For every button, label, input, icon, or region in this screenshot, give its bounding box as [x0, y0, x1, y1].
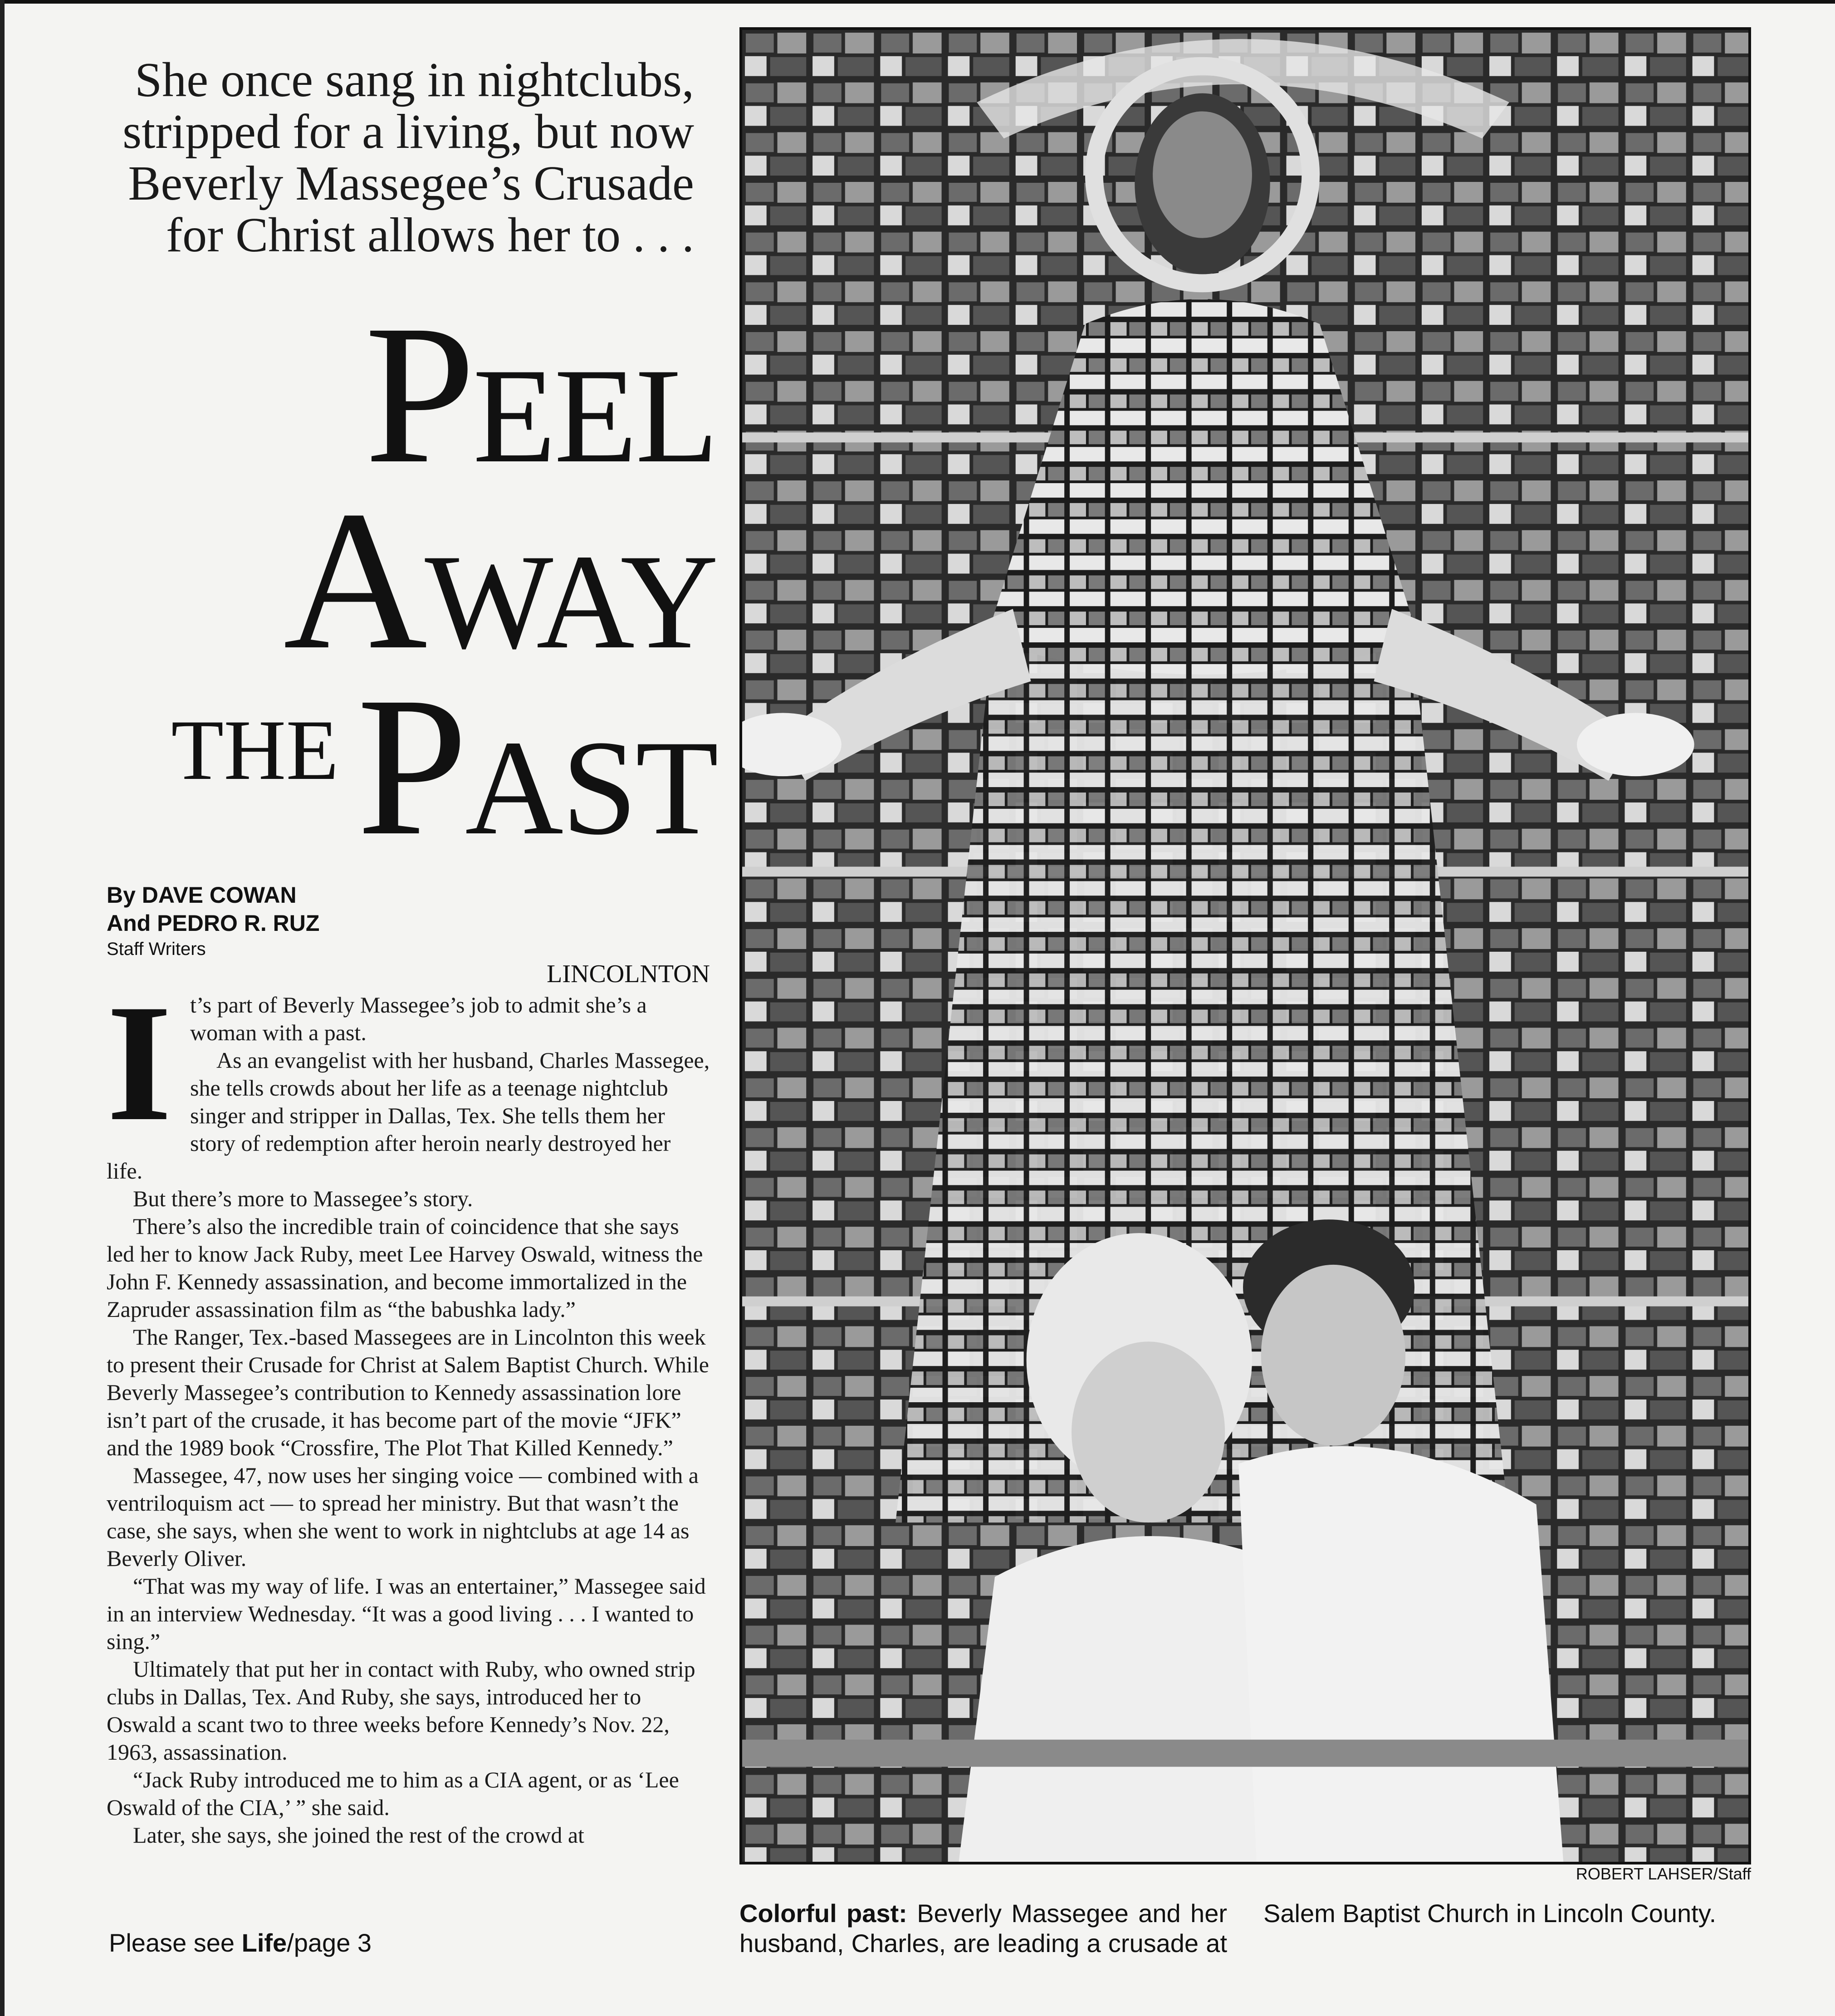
deck-line: Beverly Massegee’s Crusade [128, 157, 694, 210]
photo-credit: ROBERT LAHSER/Staff [1576, 1864, 1751, 1883]
article-paragraph: Ultimately that put her in contact with Ruby, who owned strip clubs in Dallas, Tex. And Ruby, she says, introduced her to Oswald a scant two to three weeks before Kennedy’s Nov. 22, 1963, assassination. [107, 1656, 695, 1765]
headline-rest: WAY [425, 526, 717, 677]
article-paragraph: As an evangelist with her husband, Charles Massegee, she tells crowds about her life as a teenage nightclub singer and stripper in Dallas, Tex. She tells them her story of redemption after heroin nearly destroyed her life. [107, 1047, 710, 1184]
headline-initial: P [364, 284, 473, 505]
stained-glass-photo [739, 27, 1751, 1864]
caption-text: Beverly Massegee and her husband, Charles, are leading a crusade at Salem Baptist Church in Lincoln County. [739, 1899, 1717, 1957]
headline-initial: A [283, 470, 425, 691]
caption-label: Colorful past: [739, 1899, 907, 1928]
left-border-rule [0, 0, 5, 2016]
article-paragraph: “Jack Ruby introduced me to him as a CIA agent, or as ‘Lee Oswald of the CIA,’ ” she said. [107, 1767, 679, 1820]
headline-word-away [113, 470, 717, 691]
headline-word-the-past [113, 656, 717, 877]
jump-section: Life [241, 1928, 287, 1957]
article-paragraph: Massegee, 47, now uses her singing voice — combined with a ventriloquism act — to spread her ministry. But that wasn’t the case, she says, when she went to work in nightclubs at age 14 as Beverly Oliver. [107, 1463, 699, 1571]
headline-the: THE [171, 703, 339, 798]
byline-role: Staff Writers [107, 939, 206, 959]
article-paragraph: The Ranger, Tex.-based Massegees are in Lincolnton this week to present their Crusade for Christ at Salem Baptist Church. While Beverly Massegee’s contribution to Kennedy assassination lore isn’t part of the crusade, it has become part of the movie “JFK” and the 1989 book “Crossfire, The Plot That Killed Kennedy.” [107, 1324, 709, 1460]
story-deck [82, 54, 694, 261]
deck-line: stripped for a living, but now [122, 105, 694, 159]
photo-illustration [742, 30, 1748, 1862]
top-rule [0, 0, 1835, 4]
headline-rest: EEL [473, 340, 717, 491]
headline-word-peel [113, 284, 717, 505]
article-body [107, 970, 710, 1849]
drop-cap: I [107, 970, 172, 1156]
byline-author-1: By DAVE COWAN [107, 882, 297, 908]
article-paragraph: But there’s more to Massegee’s story. [133, 1186, 473, 1211]
article-paragraph: Later, she says, she joined the rest of the crowd at [133, 1822, 584, 1848]
jump-page: /page 3 [287, 1928, 372, 1957]
photo-caption [739, 1899, 1751, 1958]
article-paragraph: There’s also the incredible train of coincidence that she says led her to know Jack Ruby, meet Lee Harvey Oswald, witness the John F. Kennedy assassination, and become immortalized in the Zapruder assassination film as “the babushka lady.” [107, 1214, 703, 1322]
byline [107, 881, 319, 961]
byline-author-2: And PEDRO R. RUZ [107, 910, 320, 936]
article-lead: t’s part of Beverly Massegee’s job to admit she’s a woman with a past. [190, 992, 647, 1045]
deck-line: for Christ allows her to . . . [166, 208, 694, 262]
headline-initial: P [357, 656, 465, 877]
dateline: LINCOLNTON [547, 960, 710, 988]
article-paragraph: “That was my way of life. I was an entertainer,” Massegee said in an interview Wednesday. “It was a good living . . . I wanted to sing.” [107, 1573, 706, 1654]
deck-line: She once sang in nightclubs, [135, 53, 694, 107]
jump-line[interactable] [109, 1928, 372, 1957]
story-headline [113, 284, 717, 877]
headline-rest: AST [465, 712, 717, 863]
jump-prefix: Please see [109, 1928, 242, 1957]
